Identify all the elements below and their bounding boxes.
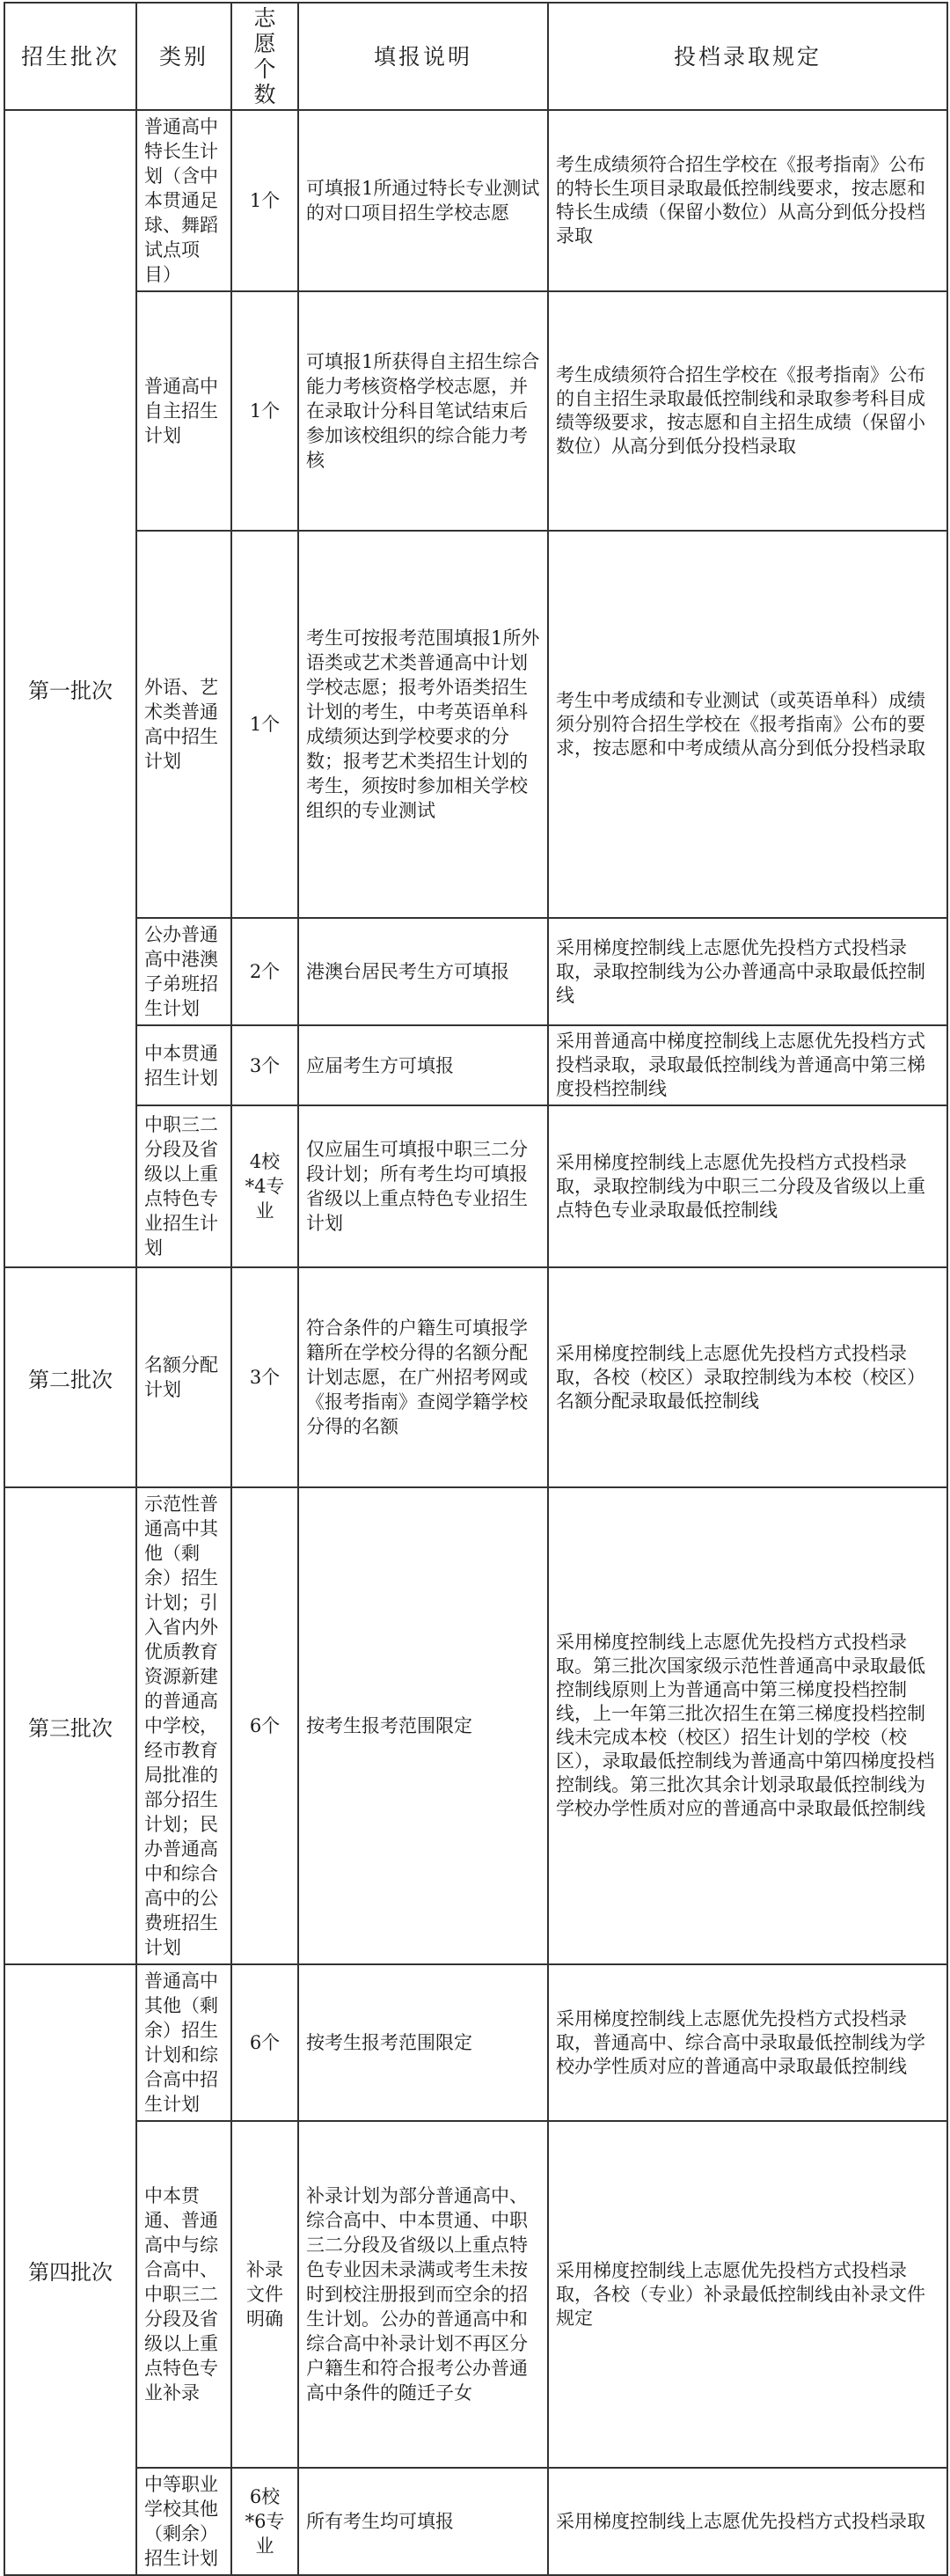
rule-cell: 采用梯度控制线上志愿优先投档方式投档录取，录取控制线为公办普通高中录取最低控制线 bbox=[548, 918, 947, 1025]
count-cell: 6校*6专业 bbox=[231, 2468, 298, 2575]
header-batch: 招生批次 bbox=[4, 3, 136, 110]
header-category: 类别 bbox=[136, 3, 231, 110]
rule-cell: 采用梯度控制线上志愿优先投档方式投档录取，各校（专业）补录最低控制线由补录文件规定 bbox=[548, 2121, 947, 2468]
rule-cell: 考生中考成绩和专业测试（或英语单科）成绩须分别符合招生学校在《报考指南》公布的要求，按志愿和中考成绩从高分到低分投档录取 bbox=[548, 531, 947, 918]
table-row bbox=[4, 291, 947, 531]
batch-first: 第一批次 bbox=[4, 110, 136, 1267]
table-row bbox=[4, 918, 947, 1025]
category-cell: 示范性普通高中其他（剩余）招生计划；引入省内外优质教育资源新建的普通高中学校，经市教育局批准的部分招生计划；民办普通高中和综合高中的公费班招生计划 bbox=[136, 1487, 231, 1964]
batch-second: 第二批次 bbox=[4, 1267, 136, 1487]
category-cell: 公办普通高中港澳子弟班招生计划 bbox=[136, 918, 231, 1025]
rule-cell: 采用梯度控制线上志愿优先投档方式投档录取，各校（校区）录取控制线为本校（校区）名额分配录取最低控制线 bbox=[548, 1267, 947, 1487]
rule-cell: 考生成绩须符合招生学校在《报考指南》公布的特长生项目录取最低控制线要求，按志愿和特长生成绩（保留小数位）从高分到低分投档录取 bbox=[548, 110, 947, 291]
table-row bbox=[4, 1105, 947, 1267]
rule-cell: 采用梯度控制线上志愿优先投档方式投档录取 bbox=[548, 2468, 947, 2575]
instruction-cell: 符合条件的户籍生可填报学籍所在学校分得的名额分配计划志愿，在广州招考网或《报考指南》查阅学籍学校分得的名额 bbox=[298, 1267, 548, 1487]
header-instructions: 填报说明 bbox=[298, 3, 548, 110]
count-cell: 1个 bbox=[231, 110, 298, 291]
instruction-cell: 可填报1所通过特长专业测试的对口项目招生学校志愿 bbox=[298, 110, 548, 291]
instruction-cell: 所有考生均可填报 bbox=[298, 2468, 548, 2575]
table-row bbox=[4, 2468, 947, 2575]
count-cell: 4校*4专业 bbox=[231, 1105, 298, 1267]
table-row bbox=[4, 110, 947, 291]
rule-cell: 采用梯度控制线上志愿优先投档方式投档录取。第三批次国家级示范性普通高中录取最低控制线原则上为普通高中第三梯度投档控制线，上一年第三批次招生在第三梯度投档控制线未完成本校（校区）招生计划的学校（校区），录取最低控制线为普通高中第四梯度投档控制线。第三批次其余计划录取最低控制线为学校办学性质对应的普通高中录取最低控制线 bbox=[548, 1487, 947, 1964]
header-rules: 投档录取规定 bbox=[548, 3, 947, 110]
count-cell: 3个 bbox=[231, 1025, 298, 1105]
category-cell: 普通高中其他（剩余）招生计划和综合高中招生计划 bbox=[136, 1964, 231, 2121]
instruction-cell: 仅应届生可填报中职三二分段计划；所有考生均可填报省级以上重点特色专业招生计划 bbox=[298, 1105, 548, 1267]
count-cell: 补录文件明确 bbox=[231, 2121, 298, 2468]
category-cell: 普通高中自主招生计划 bbox=[136, 291, 231, 531]
instruction-cell: 考生可按报考范围填报1所外语类或艺术类普通高中计划学校志愿；报考外语类招生计划的考生，中考英语单科成绩须达到学校要求的分数；报考艺术类招生计划的考生，须按时参加相关学校组织的专业测试 bbox=[298, 531, 548, 918]
batch-fourth: 第四批次 bbox=[4, 1964, 136, 2575]
count-cell: 3个 bbox=[231, 1267, 298, 1487]
category-cell: 外语、艺术类普通高中招生计划 bbox=[136, 531, 231, 918]
instruction-cell: 按考生报考范围限定 bbox=[298, 1964, 548, 2121]
table-row bbox=[4, 1964, 947, 2121]
instruction-cell: 可填报1所获得自主招生综合能力考核资格学校志愿，并在录取计分科目笔试结束后参加该校组织的综合能力考核 bbox=[298, 291, 548, 531]
rule-cell: 采用梯度控制线上志愿优先投档方式投档录取，普通高中、综合高中录取最低控制线为学校办学性质对应的普通高中录取最低控制线 bbox=[548, 1964, 947, 2121]
rule-cell: 采用梯度控制线上志愿优先投档方式投档录取，录取控制线为中职三二分段及省级以上重点特色专业录取最低控制线 bbox=[548, 1105, 947, 1267]
table-row bbox=[4, 2121, 947, 2468]
table-row bbox=[4, 531, 947, 918]
header-count: 志愿个数 bbox=[231, 3, 298, 110]
instruction-cell: 补录计划为部分普通高中、综合高中、中本贯通、中职三二分段及省级以上重点特色专业因未录满或考生未按时到校注册报到而空余的招生计划。公办的普通高中和综合高中补录计划不再区分户籍生和符合报考公办普通高中条件的随迁子女 bbox=[298, 2121, 548, 2468]
instruction-cell: 应届考生方可填报 bbox=[298, 1025, 548, 1105]
instruction-cell: 港澳台居民考生方可填报 bbox=[298, 918, 548, 1025]
batch-third: 第三批次 bbox=[4, 1487, 136, 1964]
table-row bbox=[4, 1025, 947, 1105]
table-row bbox=[4, 1487, 947, 1964]
rule-cell: 采用普通高中梯度控制线上志愿优先投档方式投档录取，录取最低控制线为普通高中第三梯度投档控制线 bbox=[548, 1025, 947, 1105]
category-cell: 普通高中特长生计划（含中本贯通足球、舞蹈试点项目） bbox=[136, 110, 231, 291]
count-cell: 6个 bbox=[231, 1964, 298, 2121]
count-cell: 1个 bbox=[231, 531, 298, 918]
category-cell: 名额分配计划 bbox=[136, 1267, 231, 1487]
rule-cell: 考生成绩须符合招生学校在《报考指南》公布的自主招生录取最低控制线和录取参考科目成绩等级要求，按志愿和自主招生成绩（保留小数位）从高分到低分投档录取 bbox=[548, 291, 947, 531]
count-cell: 2个 bbox=[231, 918, 298, 1025]
category-cell: 中本贯通招生计划 bbox=[136, 1025, 231, 1105]
count-cell: 1个 bbox=[231, 291, 298, 531]
instruction-cell: 按考生报考范围限定 bbox=[298, 1487, 548, 1964]
category-cell: 中职三二分段及省级以上重点特色专业招生计划 bbox=[136, 1105, 231, 1267]
count-cell: 6个 bbox=[231, 1487, 298, 1964]
admission-rules-table bbox=[4, 2, 948, 2576]
category-cell: 中本贯通、普通高中与综合高中、中职三二分段及省级以上重点特色专业补录 bbox=[136, 2121, 231, 2468]
table-row bbox=[4, 1267, 947, 1487]
header-row bbox=[4, 3, 947, 110]
category-cell: 中等职业学校其他（剩余）招生计划 bbox=[136, 2468, 231, 2575]
